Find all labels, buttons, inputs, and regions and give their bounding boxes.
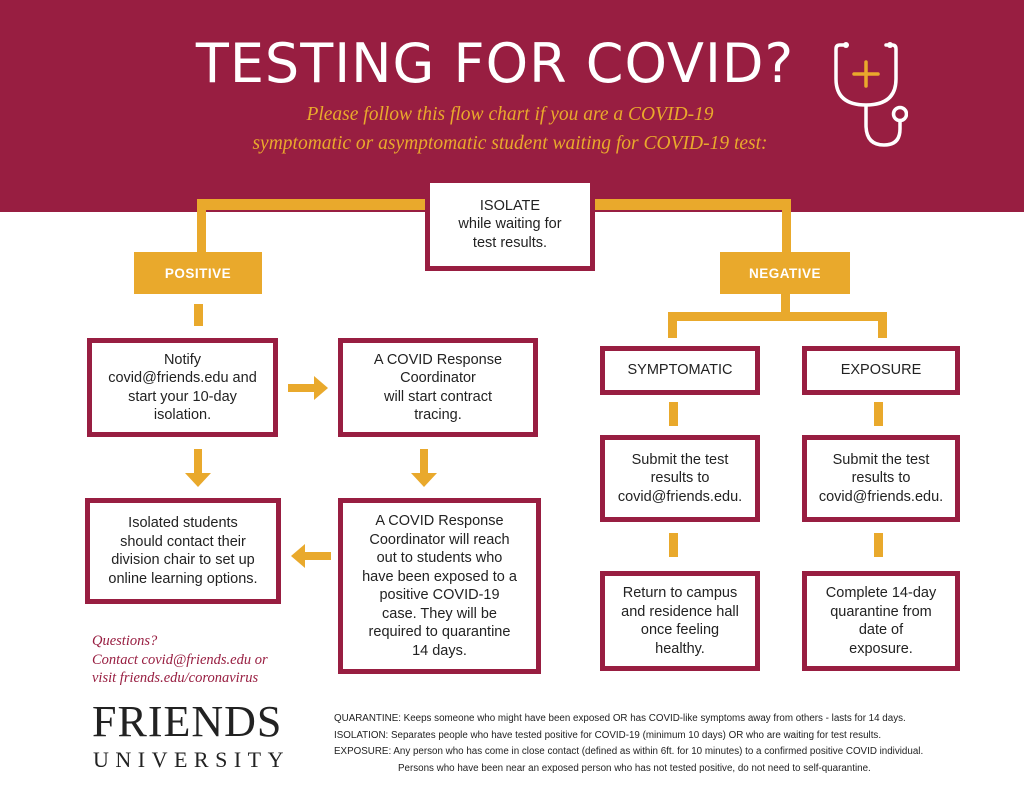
isolate-text: while waiting for bbox=[458, 216, 562, 233]
box-text: tracing. bbox=[414, 407, 462, 423]
reach-out-box bbox=[338, 498, 541, 674]
connector bbox=[782, 199, 791, 254]
box-text: Notify bbox=[163, 351, 202, 368]
box-text: online learning options. bbox=[108, 570, 258, 587]
box-text: required to quarantine bbox=[368, 624, 511, 640]
friends-logo: FRIENDS bbox=[92, 697, 283, 746]
connector bbox=[669, 533, 678, 557]
connector bbox=[197, 199, 206, 254]
connector bbox=[874, 402, 883, 426]
box-text: date of bbox=[858, 622, 904, 638]
definition-quarantine: QUARANTINE: Keeps someone who might have been exposed OR has COVID-like symptoms away from others - lasts for 14 days. bbox=[334, 713, 906, 724]
symptomatic-submit-box bbox=[600, 435, 760, 522]
symptomatic-box bbox=[600, 346, 760, 395]
negative-label: NEGATIVE bbox=[720, 252, 850, 294]
box-text: and residence hall bbox=[621, 603, 739, 620]
box-text: Return to campus bbox=[622, 585, 738, 601]
connector bbox=[669, 402, 678, 426]
page-title: TESTING FOR COVID? bbox=[195, 32, 795, 95]
box-text: Complete 14-day bbox=[825, 585, 937, 601]
left-arrow-icon bbox=[289, 544, 331, 568]
box-text: have been exposed to a bbox=[362, 568, 517, 585]
box-text: results to bbox=[851, 470, 911, 487]
questions-contact: Contact covid@friends.edu or bbox=[92, 651, 268, 668]
box-text: covid@friends.edu. bbox=[818, 488, 944, 505]
definitions-block bbox=[334, 711, 984, 777]
connector bbox=[781, 294, 790, 312]
box-text: out to students who bbox=[376, 550, 503, 566]
down-arrow-icon bbox=[411, 449, 437, 489]
box-text: results to bbox=[650, 470, 710, 487]
box-text: Submit the test bbox=[631, 451, 729, 468]
box-text: isolation. bbox=[153, 407, 212, 423]
down-arrow-icon bbox=[185, 449, 211, 489]
positive-label: POSITIVE bbox=[134, 252, 262, 294]
coordinator-box bbox=[338, 338, 538, 437]
box-text: will start contract bbox=[384, 388, 492, 405]
connector bbox=[668, 312, 677, 338]
connector bbox=[194, 304, 203, 326]
isolate-box bbox=[425, 178, 595, 271]
exposure-box bbox=[802, 346, 960, 395]
isolated-students-box bbox=[85, 498, 281, 604]
definition-isolation: ISOLATION: Separates people who have tested positive for COVID-19 (minimum 10 days) OR who are waiting for test results. bbox=[334, 729, 882, 741]
box-text: covid@friends.edu and bbox=[108, 370, 257, 386]
box-text: Coordinator will reach bbox=[369, 531, 510, 548]
isolate-text: test results. bbox=[472, 234, 548, 251]
university-logo-text: UNIVERSITY bbox=[93, 747, 290, 772]
box-text: should contact their bbox=[120, 533, 246, 550]
box-text: division chair to set up bbox=[111, 552, 255, 568]
connector bbox=[197, 199, 427, 210]
definition-exposure-note: Persons who have been near an exposed person who has not tested positive, do not need to self-quarantine. bbox=[398, 762, 871, 774]
isolate-title: ISOLATE bbox=[479, 197, 541, 214]
box-text: start your 10-day bbox=[128, 388, 237, 405]
box-text: SYMPTOMATIC bbox=[627, 362, 733, 379]
questions-heading: Questions? bbox=[92, 633, 158, 649]
subtitle-line: symptomatic or asymptomatic student waiting for COVID-19 test: bbox=[252, 133, 768, 154]
box-text: case. They will be bbox=[382, 605, 497, 622]
connector bbox=[874, 533, 883, 557]
exposure-submit-box bbox=[802, 435, 960, 522]
connector bbox=[595, 199, 790, 210]
questions-block bbox=[92, 632, 322, 688]
box-text: positive COVID-19 bbox=[379, 587, 500, 603]
exposure-result-box bbox=[802, 571, 960, 671]
page-subtitle bbox=[150, 100, 870, 158]
connector bbox=[668, 312, 887, 321]
box-text: EXPOSURE bbox=[840, 362, 922, 379]
box-text: Coordinator bbox=[400, 370, 476, 386]
box-text: A COVID Response bbox=[373, 351, 503, 368]
questions-link: visit friends.edu/coronavirus bbox=[92, 670, 259, 686]
subtitle-line: Please follow this flow chart if you are a COVID-19 bbox=[306, 104, 714, 125]
box-text: A COVID Response bbox=[375, 513, 504, 529]
right-arrow-icon bbox=[288, 376, 330, 400]
definition-exposure: EXPOSURE: Any person who has come in close contact (defined as within 6ft. for 10 minutes) to a confirmed positive COVID individual. bbox=[334, 746, 924, 757]
notify-box bbox=[87, 338, 278, 437]
box-text: quarantine from bbox=[830, 603, 932, 620]
box-text: exposure. bbox=[849, 640, 913, 657]
symptomatic-result-box bbox=[600, 571, 760, 671]
connector bbox=[878, 312, 887, 338]
box-text: once feeling bbox=[640, 622, 720, 638]
box-text: covid@friends.edu. bbox=[617, 488, 743, 505]
box-text: 14 days. bbox=[412, 642, 467, 659]
box-text: Isolated students bbox=[128, 515, 238, 531]
box-text: healthy. bbox=[655, 640, 705, 657]
box-text: Submit the test bbox=[832, 451, 930, 468]
stethoscope-icon bbox=[828, 40, 908, 152]
